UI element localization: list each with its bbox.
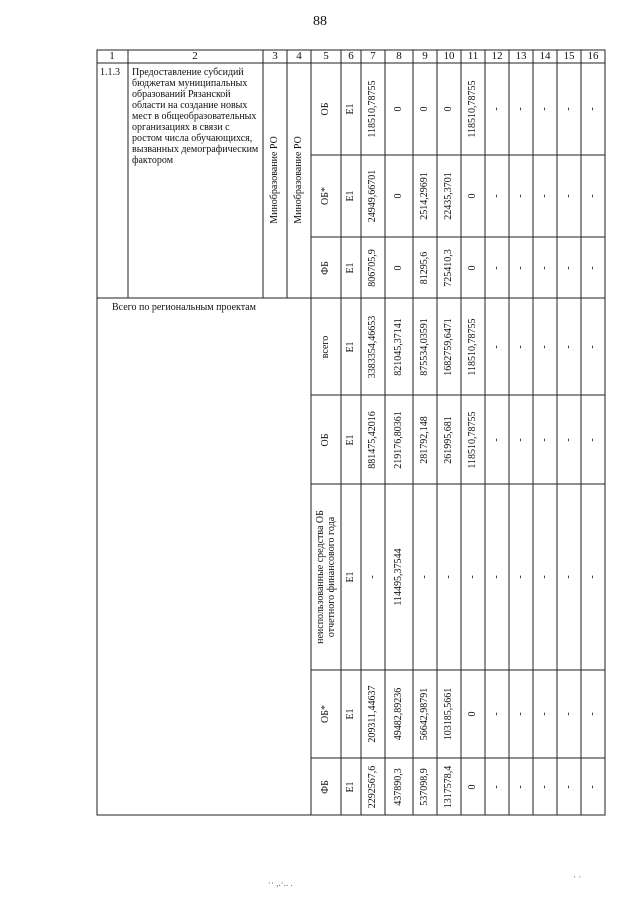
amount-cell: 881475,42016 [367, 410, 378, 469]
project-code: Е1 [345, 571, 356, 583]
amount-cell: 0 [393, 193, 404, 199]
amount-cell: 118510,78755 [467, 80, 478, 138]
amount-cell: - [515, 265, 526, 270]
amount-cell: - [491, 712, 502, 716]
amount-cell: 22435,3701 [443, 172, 454, 220]
column-header: 12 [491, 50, 503, 62]
row-code: 1.1.3 [100, 67, 120, 78]
amount-cell: - [491, 265, 502, 270]
column-header: 8 [396, 50, 402, 62]
amount-cell: - [563, 712, 574, 716]
amount-cell: - [491, 194, 502, 198]
amount-cell: 437890,3 [393, 767, 404, 806]
amount-cell: 0 [467, 193, 478, 199]
amount-cell: - [539, 344, 550, 349]
amount-cell: 821045,37141 [393, 317, 404, 376]
column-header: 3 [272, 50, 278, 62]
amount-cell: 875534,03591 [419, 317, 430, 376]
amount-cell: - [515, 437, 526, 442]
executor-label: Минобразование РО [269, 136, 280, 224]
amount-cell: - [491, 784, 502, 789]
scan-artifact: ·· ,.·.. . [268, 878, 293, 888]
amount-cell: - [587, 575, 598, 579]
project-code: Е1 [345, 261, 356, 274]
column-header: 14 [539, 50, 551, 62]
amount-cell: - [539, 712, 550, 716]
project-code: Е1 [345, 433, 356, 446]
amount-cell: - [563, 784, 574, 789]
page-number: 88 [313, 14, 327, 29]
amount-cell: 806705,9 [367, 248, 378, 287]
amount-cell: 0 [443, 106, 454, 112]
amount-cell: - [563, 265, 574, 270]
funding-source-label: ОБ* [320, 705, 331, 723]
amount-cell: 537098,9 [419, 767, 430, 806]
column-header: 9 [422, 50, 428, 62]
funding-source-label: всего [320, 335, 331, 358]
amount-cell: - [587, 784, 598, 789]
amount-cell: - [539, 265, 550, 270]
amount-cell: 0 [467, 265, 478, 270]
amount-cell: 0 [467, 784, 478, 789]
amount-cell: - [367, 575, 378, 579]
project-code: Е1 [345, 340, 356, 353]
scan-artifact: · · [573, 872, 582, 882]
amount-cell: - [587, 437, 598, 442]
total-row-label: Всего по региональным проектам [112, 302, 256, 313]
funding-source-label: ФБ [320, 779, 331, 794]
funding-source-label: ОБ* [320, 187, 331, 205]
column-header: 7 [370, 50, 376, 62]
amount-cell: 118510,78755 [467, 410, 478, 469]
amount-cell: - [539, 575, 550, 579]
amount-cell: - [491, 437, 502, 442]
amount-cell: 2292567,6 [367, 765, 378, 808]
amount-cell: - [515, 712, 526, 716]
amount-cell: 118510,78755 [467, 317, 478, 376]
amount-cell: - [491, 107, 502, 111]
amount-cell: 24949,66701 [367, 169, 378, 223]
column-header: 2 [192, 50, 198, 62]
amount-cell: 56642,98791 [419, 687, 430, 741]
amount-cell: 81295,6 [419, 251, 430, 284]
column-header: 5 [323, 50, 329, 62]
amount-cell: - [515, 344, 526, 349]
amount-cell: - [515, 575, 526, 579]
amount-cell: - [563, 575, 574, 579]
amount-cell: 1682759,6471 [443, 317, 454, 376]
project-code: Е1 [345, 780, 356, 793]
amount-cell: 49482,89236 [393, 687, 404, 741]
column-header: 13 [515, 50, 527, 62]
amount-cell: - [587, 265, 598, 270]
column-header: 11 [467, 50, 479, 62]
amount-cell: 0 [393, 106, 404, 112]
amount-cell: - [539, 784, 550, 789]
amount-cell: - [587, 194, 598, 198]
amount-cell: 114495,37544 [393, 548, 404, 606]
amount-cell: - [491, 344, 502, 349]
amount-cell: - [563, 107, 574, 111]
column-header: 10 [443, 50, 455, 62]
funding-source-label: неиспользованные средства ОБ отчетного финансового года [315, 510, 337, 644]
amount-cell: - [539, 107, 550, 111]
amount-cell: - [563, 344, 574, 349]
amount-cell: 103185,5661 [443, 687, 454, 741]
column-header: 6 [348, 50, 354, 62]
project-code: Е1 [345, 103, 356, 115]
amount-cell: 209311,44637 [367, 685, 378, 743]
amount-cell: - [515, 784, 526, 789]
amount-cell: - [587, 107, 598, 111]
amount-cell: - [587, 712, 598, 716]
funding-source-label: ФБ [320, 260, 331, 275]
amount-cell: 219176,80361 [393, 410, 404, 469]
amount-cell: 2514,29691 [419, 172, 430, 220]
amount-cell: 261995,681 [443, 415, 454, 464]
amount-cell: 0 [393, 265, 404, 270]
column-header: 16 [587, 50, 599, 62]
funding-source-label: ОБ [320, 102, 331, 116]
amount-cell: 0 [419, 106, 430, 112]
amount-cell: - [563, 437, 574, 442]
amount-cell: - [491, 575, 502, 579]
amount-cell: 0 [467, 711, 478, 717]
amount-cell: - [539, 194, 550, 198]
column-header: 1 [109, 50, 115, 62]
amount-cell: - [563, 194, 574, 198]
amount-cell: 725410,3 [443, 248, 454, 287]
project-code: Е1 [345, 708, 356, 720]
amount-cell: - [587, 344, 598, 349]
amount-cell: 1317578,4 [443, 765, 454, 808]
amount-cell: - [467, 575, 478, 579]
funding-source-label: ОБ [320, 433, 331, 446]
project-code: Е1 [345, 190, 356, 202]
amount-cell: 281792,148 [419, 415, 430, 464]
column-header: 15 [563, 50, 575, 62]
executor-label: Минобразование РО [293, 136, 304, 224]
amount-cell: - [539, 437, 550, 442]
amount-cell: - [419, 575, 430, 579]
amount-cell: - [443, 575, 454, 579]
amount-cell: - [515, 194, 526, 198]
column-header: 4 [296, 50, 302, 62]
row-description: Предоставление субсидий бюджетам муниципальных образований Рязанской области на создание новых мест в общеобразовательных организациях в связи с ростом числа обучающихся, вызванных демографическим фактором [132, 67, 259, 166]
amount-cell: 118510,78755 [367, 80, 378, 138]
amount-cell: - [515, 107, 526, 111]
amount-cell: 3383354,46653 [367, 315, 378, 378]
